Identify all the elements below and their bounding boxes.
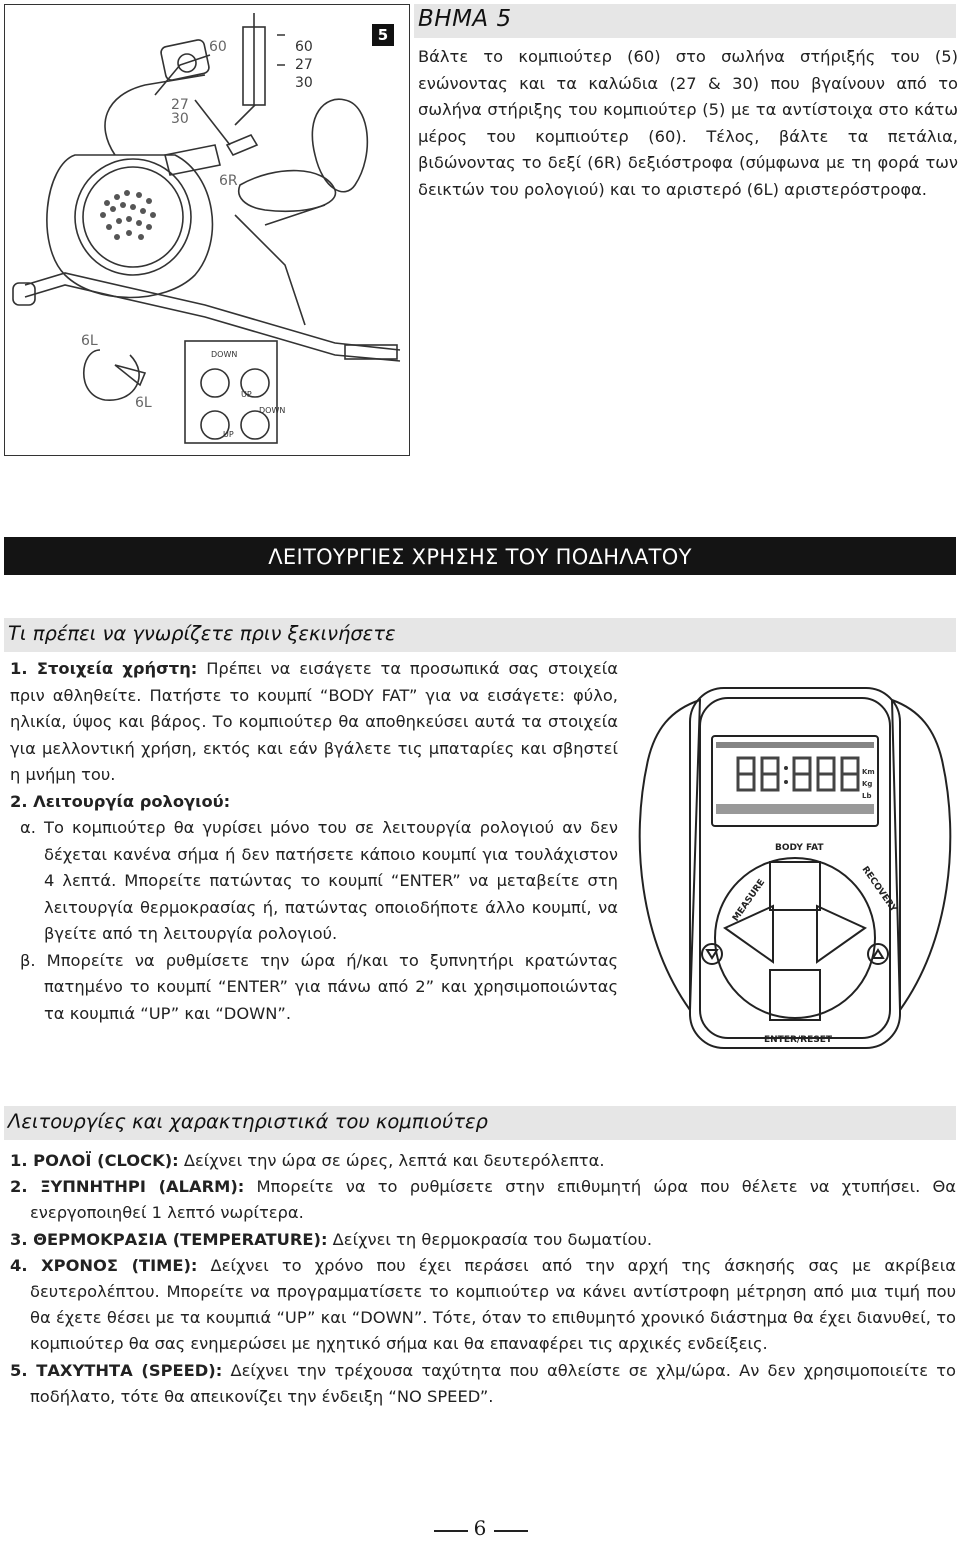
feature-alarm (10, 1174, 956, 1226)
feature-text: Μπορείτε να το ρυθμίσετε στην επιθυμητή ώρα που θέλετε να χτυπήσει. Θα ενεργοποιηθεί 1 λεπτό νωρίτερα. (30, 1177, 957, 1223)
label-down-2: DOWN (259, 406, 286, 415)
step-instructions (418, 44, 958, 203)
feature-label: 5. ΤΑΧΥΤΗΤΑ (SPEED): (10, 1360, 223, 1380)
user-data-paragraph (10, 656, 618, 789)
unit-kg: Kg (862, 780, 873, 788)
label-27-left: 27 (171, 97, 189, 113)
console-drawing (630, 680, 960, 1060)
label-up-2: UP (223, 430, 234, 439)
before-start-heading: Τι πρέπει να γνωρίζετε πριν ξεκινήσετε (8, 622, 396, 645)
feature-label: 2. ΞΥΠΝΗΤΗΡΙ (ALARM): (10, 1177, 245, 1197)
section-title: ΛΕΙΤΟΥΡΓΙΕΣ ΧΡΗΣΗΣ ΤΟΥ ΠΟΔΗΛΑΤΟΥ (268, 545, 692, 569)
page-number: 6 (473, 1516, 487, 1540)
computer-console-diagram (630, 680, 960, 1060)
unit-km: Km (862, 768, 875, 776)
assembly-diagram (4, 4, 410, 456)
measure-button-label: MEASURE (730, 877, 768, 924)
feature-label: 4. ΧΡΟΝΟΣ (TIME): (10, 1255, 198, 1275)
feature-temperature (10, 1227, 956, 1253)
step-title: ΒΗΜΑ 5 (418, 6, 512, 32)
body-fat-button-label: BODY FAT (775, 843, 824, 853)
step-paragraph: Βάλτε το κομπιούτερ (60) στο σωλήνα στήριξής του (5) ενώνοντας και τα καλώδια (27 & 30) που βγαίνουν από το σωλήνα στήριξης του κομπιούτερ (5) με τα αντίστοιχα στο κάτω μέρος του κομπιούτερ (60). Τέλος, βάλτε τα πετάλια, βιδώνοντας το δεξί (6R) δεξιόστροφα (σύμφωνα με τη φορά των δεικτών του ρολογιού) και το αριστερό (6L) αριστερόστροφα. (418, 47, 958, 199)
footer-rule-right (494, 1530, 528, 1532)
label-down: DOWN (211, 350, 238, 359)
label-30: 30 (295, 75, 313, 91)
feature-time (10, 1253, 956, 1358)
item1-text: Πρέπει να εισάγετε τα προσωπικά σας στοιχεία πριν αθληθείτε. Πατήστε το κουμπί “BODY FAT” για να εισάγετε: φύλο, ηλικία, ύψος και βάρος. Το κομπιούτερ θα αποθηκεύσει αυτά τα στοιχεία για μελλοντική χρήση, εκτός και εάν βγάλετε τις μπαταρίες και σβηστεί η μνήμη του. (10, 659, 619, 784)
feature-text: Δείχνει την τρέχουσα ταχύτητα που αθλείστε σε χλμ/ώρα. Αν δεν χρησιμοποιείτε το ποδήλατο, τότε θα απεικονίζει την ένδειξη “NO SPEED”. (30, 1360, 956, 1406)
feature-label: 1. ΡΟΛΟΪ (CLOCK): (10, 1151, 179, 1170)
features-list (10, 1148, 956, 1410)
label-up: UP (241, 390, 252, 399)
feature-clock (10, 1148, 956, 1174)
label-60b: 60 (295, 39, 313, 55)
enter-reset-button-label: ENTER/RESET (764, 1035, 833, 1045)
item2b-text: β. Μπορείτε να ρυθμίσετε την ώρα ή/και το ξυπνητήρι κρατώντας πατημένο το κουμπί “ENTER” για πάνω από 2” και χρησιμοποιώντας τα κουμπιά “UP” και “DOWN”. (20, 950, 618, 1023)
label-27: 27 (295, 57, 313, 73)
label-30-left: 30 (171, 111, 189, 127)
unit-lb: Lb (862, 792, 872, 800)
feature-text: Δείχνει το χρόνο που έχει περάσει από την αρχή της άσκησής σας με ακρίβεια δευτερολέπτου. Μπορείτε να προγραμματίσετε το κομπιούτερ να κάνει αντίστροφη μέτρηση από μια τιμή που θα έχετε θέσει με τα κουμπιά “UP” και “DOWN”. Τότε, όταν το επιθυμητό χρονικό διάστημα θα έχει διανυθεί, το κομπιούτερ θα σας ενημερώσει με ηχητικό σήμα και θα επαναφέρει τις αρχικές ενδείξεις. (30, 1255, 956, 1354)
features-heading: Λειτουργίες και χαρακτηριστικά του κομπιούτερ (8, 1110, 488, 1133)
feature-label: 3. ΘΕΡΜΟΚΡΑΣΙΑ (TEMPERATURE): (10, 1229, 328, 1249)
before-start-text (10, 656, 618, 1027)
item1-label: 1. Στοιχεία χρήστη: (10, 659, 198, 678)
recumbent-bike-drawing (5, 5, 409, 455)
label-60: 60 (209, 39, 227, 55)
recovery-button-label: RECOVERY (859, 864, 899, 915)
label-6L-inset: 6L (135, 395, 152, 411)
feature-text: Δείχνει τη θερμοκρασία του δωματίου. (327, 1229, 653, 1249)
label-6L: 6L (81, 333, 98, 349)
step-number-badge: 5 (372, 24, 394, 46)
item2a-text: α. Το κομπιούτερ θα γυρίσει μόνο του σε λειτουργία ρολογιού αν δεν δέχεται κανένα σήμα ή δεν πατήσετε κάποιο κουμπί για τουλάχιστον 4 λεπτά. Μπορείτε πατώντας το κουμπί “ENTER” να μεταβείτε στη λειτουργία θερμοκρασίας ή, πατώντας οποιοδήποτε άλλο κουμπί, να βγείτε από τη λειτουργία ρολογιού. (20, 818, 618, 943)
item2-label: 2. Λειτουργία ρολογιού: (10, 791, 231, 811)
feature-speed (10, 1358, 956, 1410)
label-6R: 6R (219, 173, 238, 189)
feature-text: Δείχνει την ώρα σε ώρες, λεπτά και δευτερόλεπτα. (178, 1151, 605, 1170)
